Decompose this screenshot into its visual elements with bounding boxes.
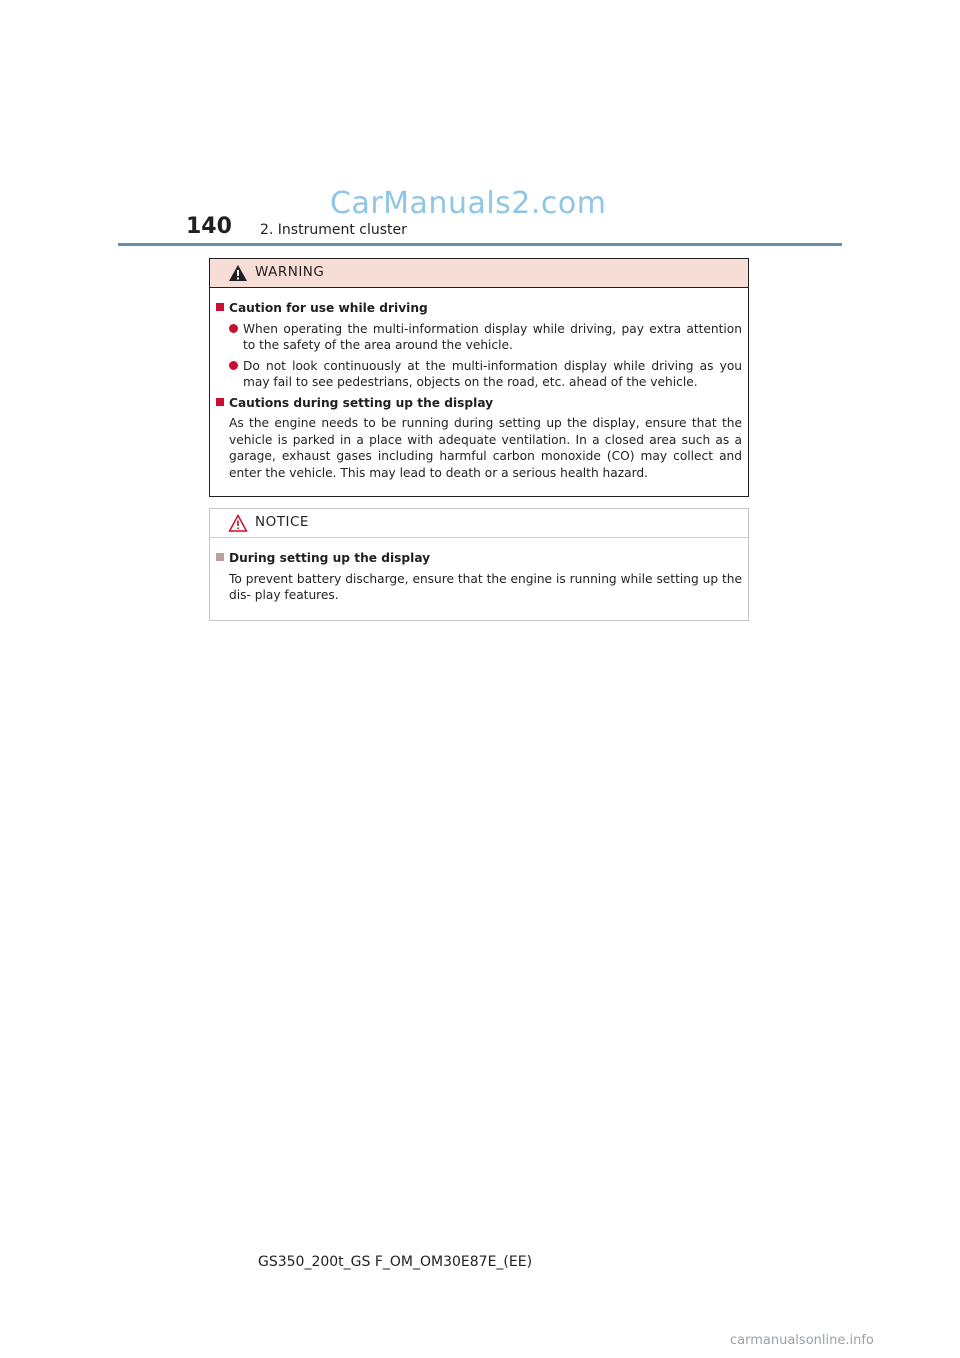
page-number: 140 [186,214,232,239]
square-bullet-icon [216,553,224,561]
document-code: GS350_200t_GS F_OM_OM30E87E_(EE) [258,1254,533,1270]
warning-bullet: Do not look continuously at the multi-information display while driving as you may fail to see pedestrians, objects on the road, etc. ahead of the vehicle. [216,358,742,391]
square-bullet-icon [216,303,224,311]
watermark-carmanuals2: CarManuals2.com [330,186,607,221]
warning-bullet: When operating the multi-information display while driving, pay extra attention to the safety of the area around the vehicle. [216,321,742,354]
warning-subheading-driving: Caution for use while driving [216,300,742,317]
square-bullet-icon [216,398,224,406]
notice-label: NOTICE [255,514,309,530]
header-rule [118,243,842,246]
notice-box [209,508,749,621]
notice-paragraph: To prevent battery discharge, ensure that the engine is running while setting up the dis- play features. [229,571,742,602]
warning-triangle-icon [228,264,248,282]
warning-paragraph: As the engine needs to be running during setting up the display, ensure that the vehicle is parked in a place with adequate ventilation. In a closed area such as a garage, exhaust gases including harmful carbon monoxide (CO) may collect and enter the vehicle. This may lead to death or a serious health hazard. [229,416,742,480]
round-bullet-icon [229,361,238,370]
watermark-carmanualsonline: carmanualsonline.info [730,1333,874,1348]
notice-subheading: During setting up the display [216,550,742,567]
warning-box [209,258,749,497]
notice-header [210,509,748,538]
warning-header [210,259,748,288]
section-title: 2. Instrument cluster [260,222,407,238]
caution-triangle-icon [228,514,248,532]
warning-subheading-setup: Cautions during setting up the display [216,395,742,412]
warning-label: WARNING [255,264,325,280]
round-bullet-icon [229,324,238,333]
